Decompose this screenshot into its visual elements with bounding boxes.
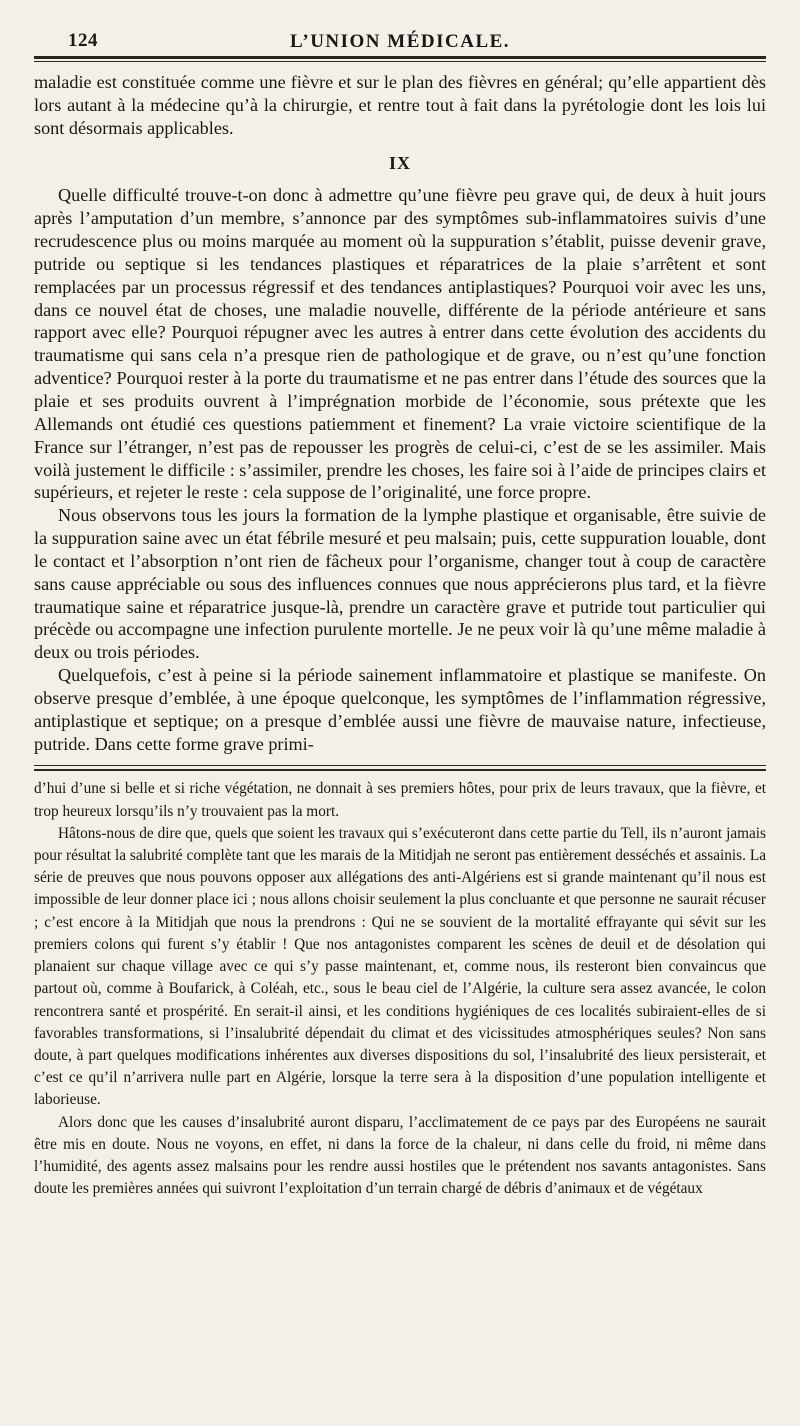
section-numeral: IX [388,152,411,173]
main-text [34,71,766,755]
header-rule [34,56,766,62]
footnote-separator [34,765,766,771]
paragraph: Quelquefois, c’est à peine si la période sainement inflammatoire et plastique se manifeste. On observe presque d’emblée, à une époque quelconque, les symptômes de l’inflammation régressive, antiplastique et septique; on a presque d’emblée aussi une fièvre de mauvaise nature, infectieuse, putride. Dans cette forme grave primi- [34,665,766,754]
page-header [34,0,766,56]
paragraph-intro: maladie est constituée comme une fièvre et sur le plan des fièvres en général; qu’elle appartient dès lors autant à la médecine qu’à la chirurgie, et rentre tout à fait dans la pyrétologie dont les lois lui sont désormais applicables. [34,72,766,138]
paragraph: Quelle difficulté trouve-t-on donc à admettre qu’une fièvre peu grave qui, de deux à huit jours après l’amputation d’un membre, s’annonce par des symptômes sub-inflammatoires suivis d’une recrudescence plus ou moins marquée au moment où la suppuration s’établit, puisse devenir grave, putride ou septique si les tendances plastiques et réparatrices de la plaie s’arrêtent et sont remplacées par un processus régressif et des tendances antiplastiques? Pourquoi voir avec les uns, dans ce nouvel état de choses, une maladie nouvelle, différente de la période antérieure et sans rapport avec elle? Pourquoi répugner avec les autres à entrer dans cette évolution des accidents du traumatisme qui sans cela n’a presque rien de pathologique et de grave, ou n’est qu’une fonction adventice? Pourquoi rester à la porte du traumatisme et ne pas entrer dans l’étude des sources que la plaie et ses produits ouvrent à l’imprégnation morbide de l’économie, sous prétexte que les Allemands ont étudié ces questions patiemment et finement? La vraie victoire scientifique de la France sur l’étranger, n’est pas de repousser les progrès de celui-ci, c’est de se les assimiler. Mais voilà justement le difficile : s’assimiler, prendre les choses, les faire soi à l’aide de principes clairs et supérieurs, et rejeter le reste : cela suppose de l’originalité, une force propre. [34,185,766,503]
footnote-paragraph: d’hui d’une si belle et si riche végétation, ne donnait à ses premiers hôtes, pour prix de leurs travaux, que la fièvre, et trop heureux lorsqu’ils n’y trouvaient pas la mort. [34,780,766,820]
page-number: 124 [68,30,98,51]
running-head: L’UNION MÉDICALE. [289,31,511,52]
footnote-paragraph: Hâtons-nous de dire que, quels que soient les travaux qui s’exécuteront dans cette partie du Tell, ils n’auront jamais pour résultat la salubrité complète tant que les marais de la Mitidjah ne seront pas entièrement desséchés et assainis. La série de preuves que nous pouvons opposer aux allégations des anti-Algériens est si grande maintenant qu’il nous est impossible de leur donner place ici ; nous allons choisir seulement la plus concluante et que personne ne saurait récuser ; c’est encore à la Mitidjah que nous la prendrons : Qui ne se souvient de la mortalité effrayante qui sévit sur les premiers colons qui furent s’y établir ! Que nos antagonistes comparent les scènes de deuil et de désolation qui planaient sur chaque village avec ce qui s’y passe maintenant, et, comme nous, ils resteront bien convaincus que partout où, comme à Boufarick, à Coléah, etc., sous le beau ciel de l’Algérie, la culture sera assez avancée, le colon rencontrera santé et prospérité. En serait-il ainsi, et les conditions hygiéniques de ces localités subiraient-elles de si favorables transformations, si l’insalubrité dépendait du climat et des vicissitudes atmosphériques seules? Non sans doute, à part quelques modifications inhérentes aux diverses dispositions du sol, l’insalubrité des lieux persisterait, et c’est ce qu’il n’arrivera nulle part en Algérie, lorsque la terre sera à la disposition d’une population intelligente et laborieuse. [34,824,766,1109]
footnote-paragraph: Alors donc que les causes d’insalubrité auront disparu, l’acclimatement de ce pays par des Européens ne saurait être mis en doute. Nous ne voyons, en effet, ni dans la force de la chaleur, ni dans celle du froid, ni même dans l’humidité, des agents assez malsains pour les rendre aussi hostiles que le prétendent nos savants antagonistes. Sans doute les premières années qui suivront l’exploitation d’un terrain chargé de débris d’animaux et de végétaux [34,1113,766,1198]
paragraph: Nous observons tous les jours la formation de la lymphe plastique et organisable, être suivie de la suppuration saine avec un état fébrile mesuré et peu malsain; puis, cette suppuration louable, dont le contact et l’absorption n’ont rien de fâcheux pour l’organisme, changer tout à coup de caractère sans cause appréciable ou sous des influences connues que nous apprécierons plus tard, et la fièvre traumatique saine et réparatrice jusque-là, prendre un caractère grave et putride tout particulier qui précède ou accompagne une infection purulente mortelle. Je ne peux voir là qu’une même maladie à deux ou trois périodes. [34,505,766,663]
footnotes [34,778,766,1200]
